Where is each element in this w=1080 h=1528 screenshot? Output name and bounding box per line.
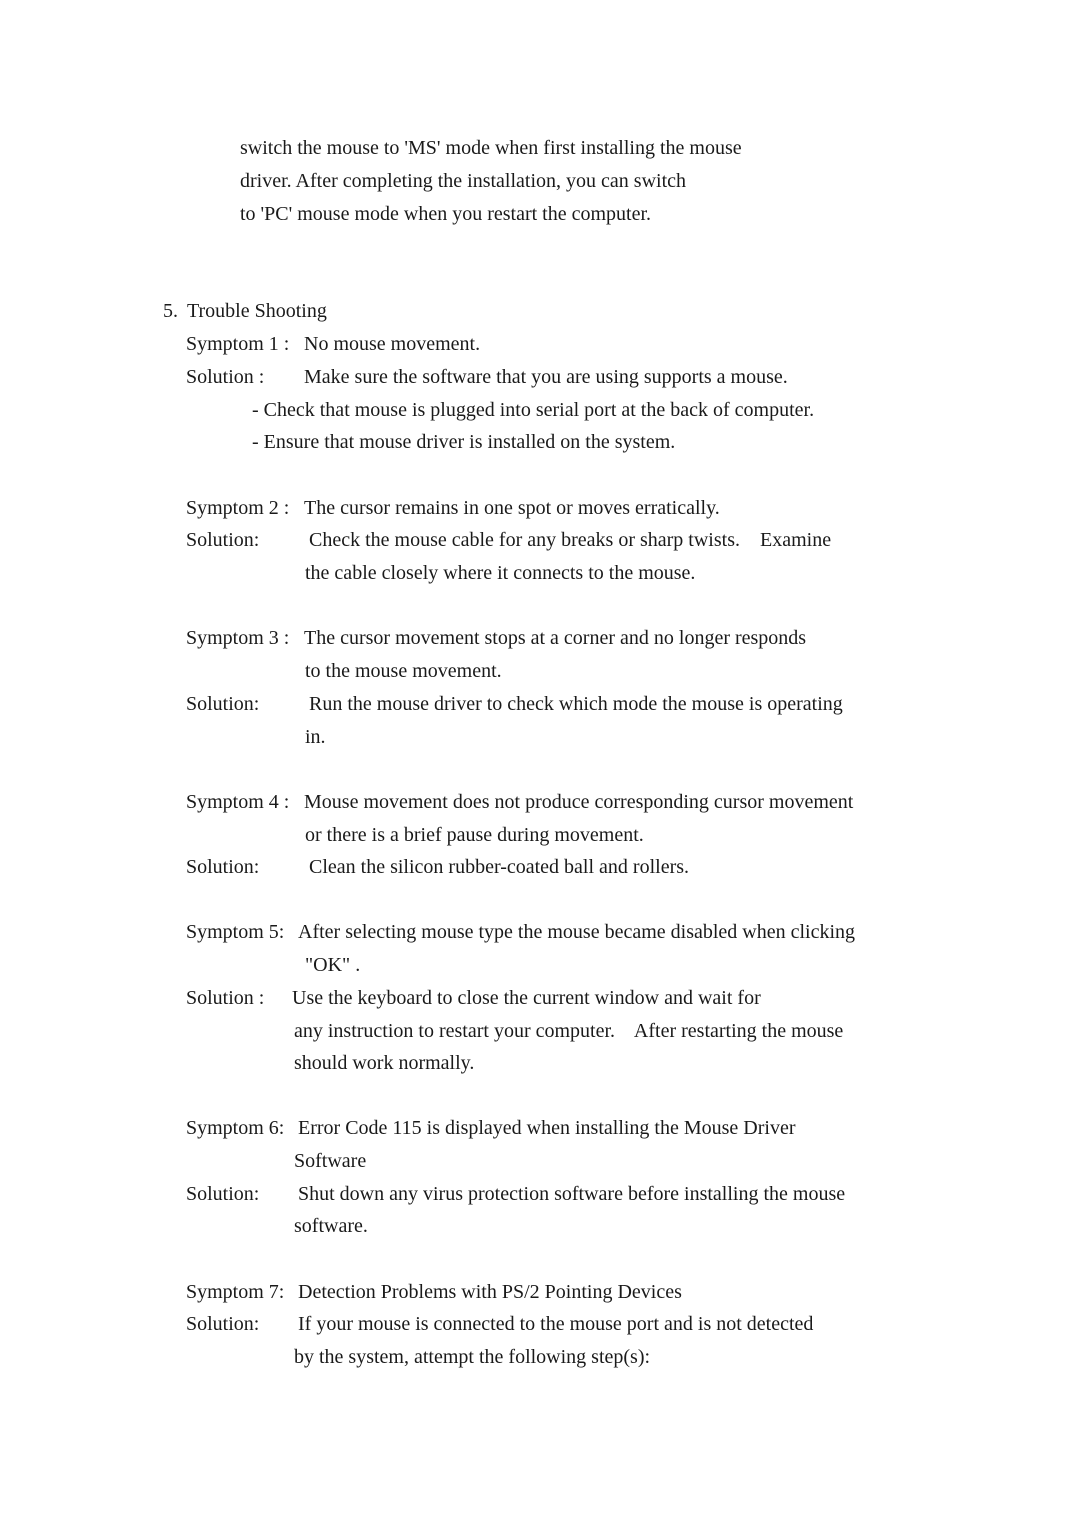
symptom-text: or there is a brief pause during movement. bbox=[305, 824, 644, 846]
solution-bullet: - Check that mouse is plugged into serial port at the back of computer. bbox=[252, 399, 815, 421]
symptom-text: The cursor movement stops at a corner and no longer responds bbox=[304, 627, 807, 649]
intro-line: to 'PC' mouse mode when you restart the computer. bbox=[240, 203, 652, 225]
symptom-text: "OK" . bbox=[305, 954, 361, 976]
solution-label: Solution: bbox=[186, 1183, 260, 1205]
symptom-label: Symptom 5: bbox=[186, 921, 285, 943]
symptom-label: Symptom 3 : bbox=[186, 627, 290, 649]
solution-label: Solution: bbox=[186, 529, 260, 551]
solution-text: the cable closely where it connects to the mouse. bbox=[305, 562, 696, 584]
symptom-text: No mouse movement. bbox=[304, 333, 481, 355]
solution-label: Solution : bbox=[186, 987, 265, 1009]
symptom-label: Symptom 2 : bbox=[186, 497, 290, 519]
solution-label: Solution: bbox=[186, 1313, 260, 1335]
solution-text: If your mouse is connected to the mouse port and is not detected bbox=[298, 1313, 814, 1335]
solution-text: software. bbox=[294, 1215, 368, 1237]
symptom-label: Symptom 4 : bbox=[186, 791, 290, 813]
solution-text: should work normally. bbox=[294, 1052, 475, 1074]
solution-text: Shut down any virus protection software before installing the mouse bbox=[298, 1183, 846, 1205]
solution-text: Use the keyboard to close the current window and wait for bbox=[292, 987, 761, 1009]
solution-text: Make sure the software that you are using supports a mouse. bbox=[304, 366, 788, 388]
symptom-text: Error Code 115 is displayed when installing the Mouse Driver bbox=[298, 1117, 796, 1139]
symptom-label: Symptom 1 : bbox=[186, 333, 290, 355]
symptom-text: Detection Problems with PS/2 Pointing Devices bbox=[298, 1281, 682, 1303]
solution-text: any instruction to restart your computer. After restarting the mouse bbox=[294, 1020, 844, 1042]
symptom-text: After selecting mouse type the mouse became disabled when clicking bbox=[298, 921, 856, 943]
symptom-label: Symptom 6: bbox=[186, 1117, 285, 1139]
symptom-text: Mouse movement does not produce corresponding cursor movement bbox=[304, 791, 854, 813]
solution-text: in. bbox=[305, 726, 326, 748]
solution-text: Check the mouse cable for any breaks or sharp twists. Examine bbox=[309, 529, 832, 551]
symptom-text: Software bbox=[294, 1150, 367, 1172]
solution-bullet: - Ensure that mouse driver is installed on the system. bbox=[252, 431, 676, 453]
solution-label: Solution: bbox=[186, 693, 260, 715]
intro-line: switch the mouse to 'MS' mode when first installing the mouse bbox=[240, 137, 742, 159]
section-title: Trouble Shooting bbox=[187, 300, 327, 322]
solution-label: Solution : bbox=[186, 366, 265, 388]
solution-text: Run the mouse driver to check which mode the mouse is operating bbox=[309, 693, 843, 715]
symptom-text: The cursor remains in one spot or moves erratically. bbox=[304, 497, 720, 519]
intro-line: driver. After completing the installation, you can switch bbox=[240, 170, 687, 192]
section-number: 5. bbox=[163, 300, 178, 322]
symptom-text: to the mouse movement. bbox=[305, 660, 502, 682]
symptom-label: Symptom 7: bbox=[186, 1281, 285, 1303]
solution-text: by the system, attempt the following step(s): bbox=[294, 1346, 651, 1368]
solution-text: Clean the silicon rubber-coated ball and rollers. bbox=[309, 856, 690, 878]
solution-label: Solution: bbox=[186, 856, 260, 878]
